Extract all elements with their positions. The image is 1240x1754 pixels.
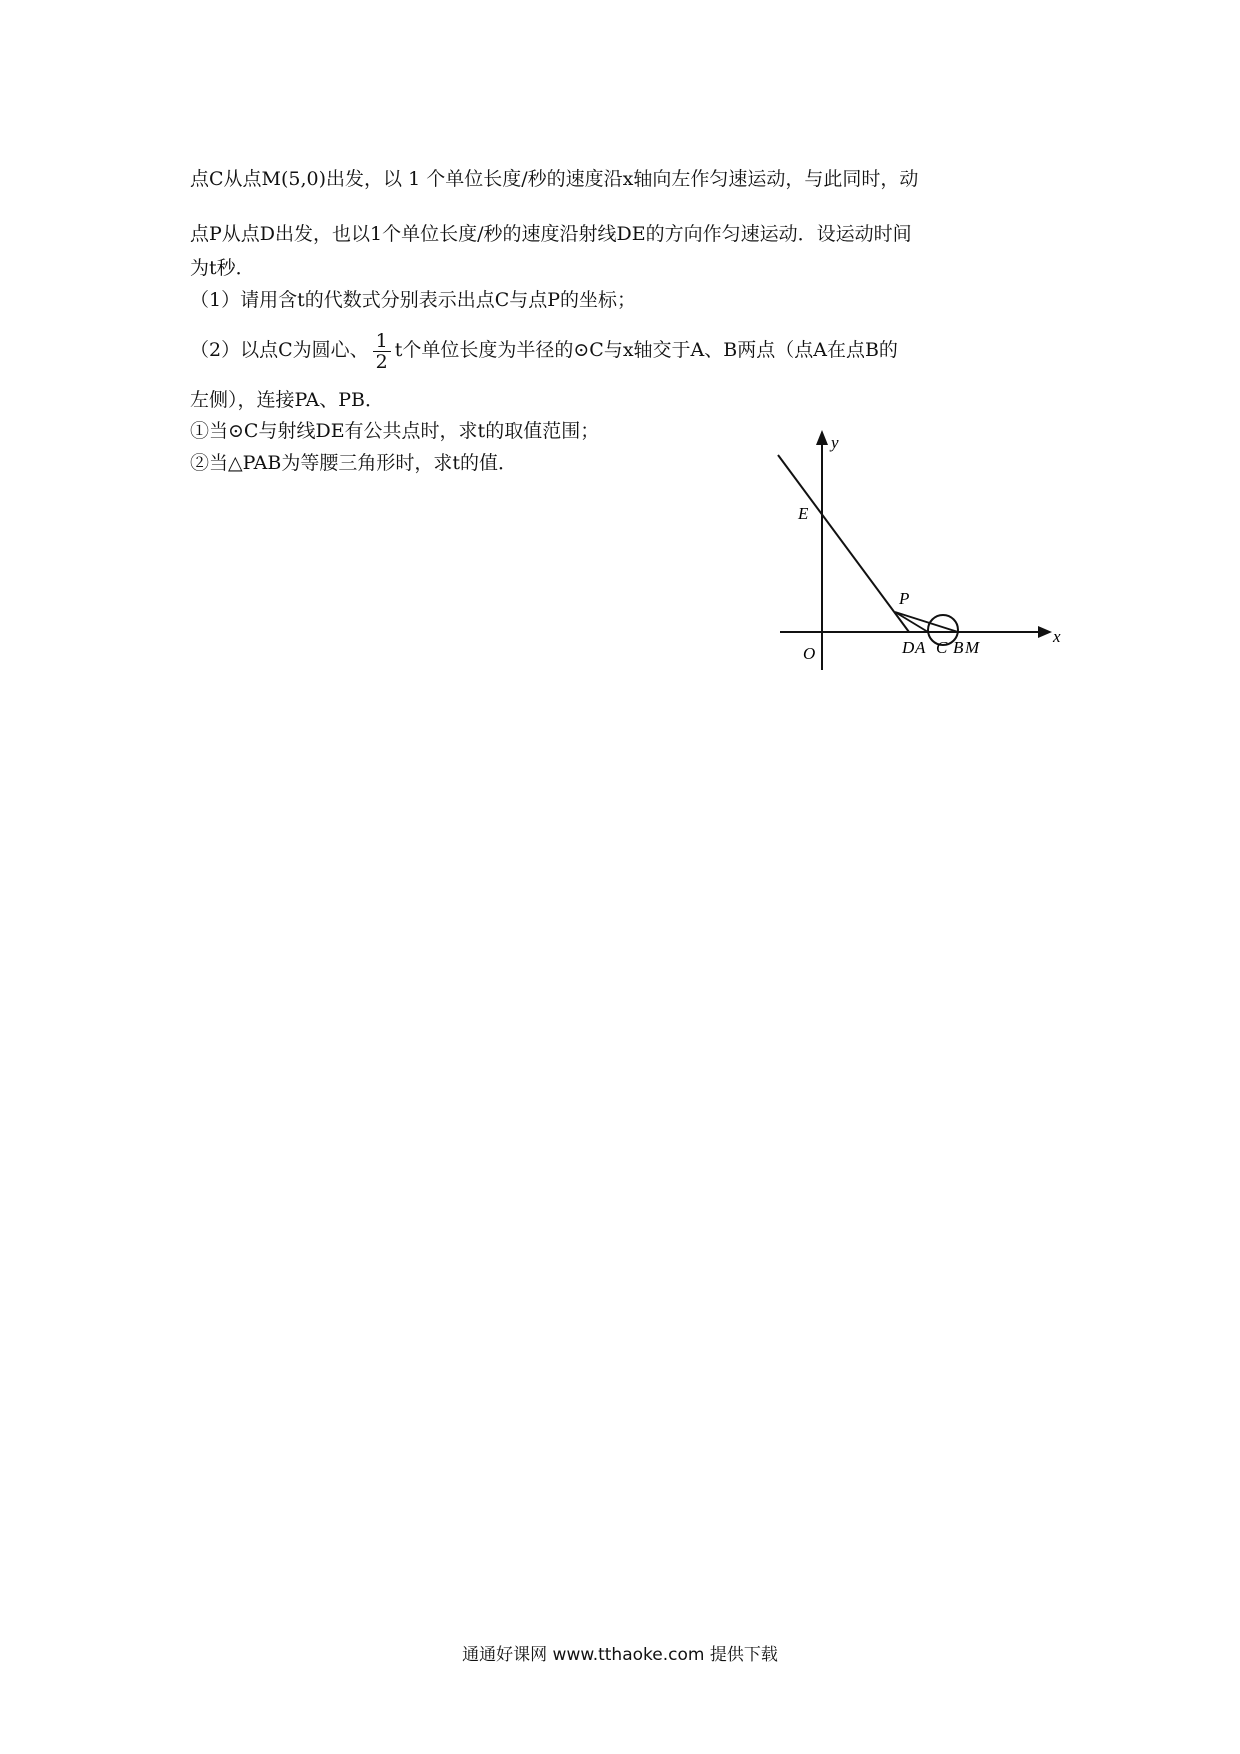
- question-2-prefix: （2）以点C为圆心、: [190, 339, 369, 361]
- label-y: y: [831, 433, 839, 452]
- x-axis-arrow: [1038, 626, 1052, 638]
- label-d: D: [902, 638, 915, 657]
- label-a: A: [915, 638, 926, 657]
- fraction-denominator: 2: [375, 350, 388, 373]
- ray-de: [778, 455, 909, 632]
- sub-question-1: ①当⊙C与射线DE有公共点时，求t的取值范围；: [190, 420, 600, 442]
- problem-line-3: 为t秒．: [190, 257, 255, 279]
- label-o: O: [803, 644, 816, 663]
- geometry-figure: [770, 425, 1070, 685]
- label-m: M: [965, 638, 980, 657]
- segment-pa: [895, 612, 928, 632]
- label-b: B: [953, 638, 964, 657]
- y-axis-arrow: [816, 430, 828, 445]
- question-2-suffix: t个单位长度为半径的⊙C与x轴交于A、B两点（点A在点B的: [394, 339, 898, 361]
- label-e: E: [798, 504, 809, 523]
- fraction-numerator: 1: [373, 331, 391, 352]
- problem-line-1: 点C从点M(5,0)出发，以 1 个单位长度/秒的速度沿x轴向左作匀速运动，与此同时，动: [190, 168, 919, 190]
- label-c: C: [936, 638, 948, 657]
- problem-line-2: 点P从点D出发，也以1个单位长度/秒的速度沿射线DE的方向作匀速运动．设运动时间: [190, 223, 912, 245]
- label-x: x: [1053, 627, 1061, 646]
- fraction-half: [373, 331, 391, 372]
- question-2-line-2: 左侧），连接PA、PB．: [190, 389, 385, 411]
- label-p: P: [899, 589, 910, 608]
- question-1: （1）请用含t的代数式分别表示出点C与点P的坐标；: [190, 289, 637, 311]
- sub-question-2: ②当△PAB为等腰三角形时，求t的值．: [190, 452, 517, 474]
- footer-credit: 通通好课网 www.tthaoke.com 提供下载: [462, 1645, 778, 1665]
- question-2-line: [190, 325, 898, 375]
